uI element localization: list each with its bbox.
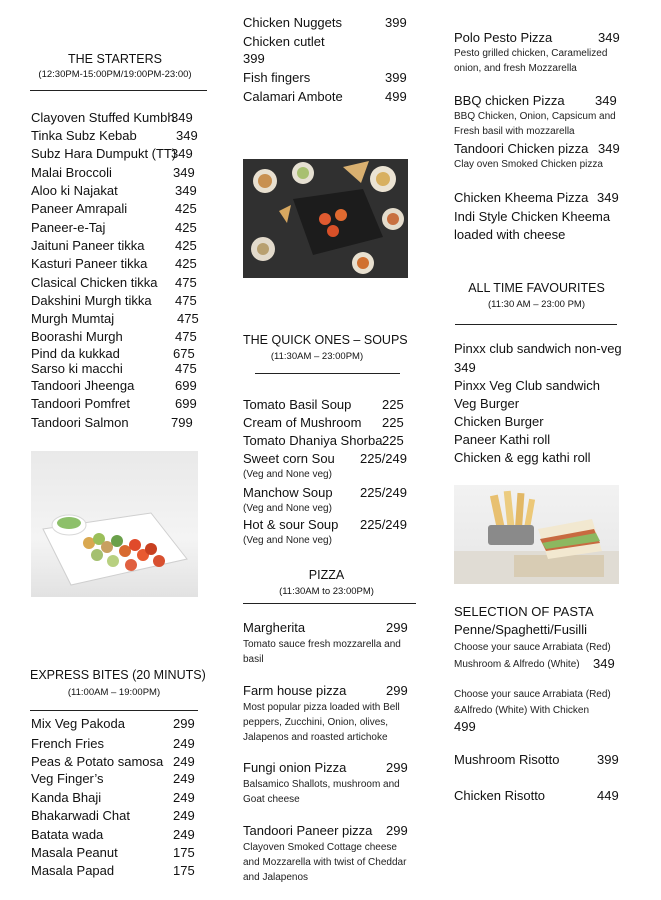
starters-photo: [31, 451, 198, 597]
menu-item-name: Subz Hara Dumpukt (TT): [31, 146, 177, 161]
starters-title: THE STARTERS: [68, 52, 162, 66]
menu-item-price: 225: [382, 433, 404, 448]
pizza-time: (11:30AM to 23:00PM): [279, 586, 374, 597]
menu-item-note: (Veg and None veg): [243, 535, 332, 546]
menu-item-name: Tandoori Chicken pizza: [454, 141, 589, 156]
menu-item-note: (Veg and None veg): [243, 503, 332, 514]
pasta-title: SELECTION OF PASTA: [454, 604, 594, 619]
menu-item-name: Clasical Chicken tikka: [31, 275, 158, 290]
menu-item-description: Pesto grilled chicken, Caramelized onion, and fresh Mozzarella: [454, 48, 608, 74]
menu-item-name: Mix Veg Pakoda: [31, 716, 125, 731]
menu-item-name: Sarso ki macchi: [31, 361, 123, 376]
menu-item-name: Clayoven Stuffed Kumbh: [31, 110, 175, 125]
express-divider: [30, 710, 198, 711]
menu-item-name: Tomato Basil Soup: [243, 397, 352, 412]
menu-item-name: Farm house pizza: [243, 683, 347, 698]
menu-item-price: 299: [386, 683, 408, 698]
menu-item-name: Bhakarwadi Chat: [31, 808, 130, 823]
menu-item-price: 299: [386, 823, 408, 838]
menu-item-name: Sweet corn Sou: [243, 451, 335, 466]
menu-item-description: Most popular pizza loaded with Bell peppers, Zucchini, Onion, olives, Jalapenos and roasted artichoke: [243, 702, 400, 743]
pasta-option1-price: 349: [593, 656, 615, 671]
risotto-name: Chicken Risotto: [454, 788, 546, 803]
menu-item-name: Chicken Burger: [454, 414, 544, 429]
menu-item-price: 349: [597, 190, 619, 205]
menu-item-name: Cream of Mushroom: [243, 415, 362, 430]
pasta-option2-price: 499: [454, 719, 476, 734]
menu-item-name: Dakshini Murgh tikka: [31, 293, 152, 308]
menu-item-name: Aloo ki Najakat: [31, 183, 118, 198]
menu-item-description: BBQ Chicken, Onion, Capsicum and Fresh basil with mozzarella: [454, 111, 616, 137]
menu-item-name: Masala Peanut: [31, 845, 118, 860]
menu-item-price: 475: [177, 311, 199, 326]
menu-item-name: Veg Burger: [454, 396, 520, 411]
menu-item-price: 425: [175, 220, 197, 235]
menu-item-name: Fish fingers: [243, 70, 311, 85]
menu-item-price: 225/249: [360, 517, 407, 532]
menu-item-price: 349: [171, 110, 193, 125]
menu-item-name: Tomato Dhaniya Shorba: [243, 433, 383, 448]
soups-divider: [255, 373, 400, 374]
menu-item-name: French Fries: [31, 736, 104, 751]
menu-item-price: 225: [382, 397, 404, 412]
appetizer-photo: [243, 159, 408, 278]
menu-item-price: 475: [175, 329, 197, 344]
menu-item-price: 475: [175, 275, 197, 290]
menu-item-price: 249: [173, 790, 195, 805]
menu-item-name: Kanda Bhaji: [31, 790, 102, 805]
menu-item-name: Tandoori Paneer pizza: [243, 823, 373, 838]
appetizer-spread-image: [243, 159, 408, 278]
menu-item-price: 425: [175, 201, 197, 216]
menu-item-price: 475: [175, 293, 197, 308]
soups-title: THE QUICK ONES – SOUPS: [243, 333, 408, 347]
menu-item-name: Pinxx club sandwich non-veg: [454, 341, 622, 356]
menu-item-price: 425: [175, 256, 197, 271]
menu-item-name: Veg Finger’s: [31, 771, 104, 786]
menu-item-name: Tandoori Pomfret: [31, 396, 130, 411]
menu-item-description: Indi Style Chicken Kheema loaded with cheese: [454, 209, 611, 242]
menu-item-name: Chicken & egg kathi roll: [454, 450, 591, 465]
menu-item-name: Tinka Subz Kebab: [31, 128, 137, 143]
pizza-divider: [243, 603, 416, 604]
menu-item-name: Chicken Kheema Pizza: [454, 190, 589, 205]
menu-item-name: Malai Broccoli: [31, 165, 112, 180]
club-sandwich-image: [454, 485, 619, 584]
risotto-name: Mushroom Risotto: [454, 752, 560, 767]
menu-item-price: 399: [385, 70, 407, 85]
menu-item-name: Polo Pesto Pizza: [454, 30, 553, 45]
menu-item-name: Chicken cutlet: [243, 34, 325, 49]
menu-item-price: 175: [173, 845, 195, 860]
menu-item-name: Kasturi Paneer tikka: [31, 256, 148, 271]
sandwich-photo: [454, 485, 619, 584]
menu-item-price: 349: [176, 128, 198, 143]
soups-time: (11:30AM – 23:00PM): [270, 351, 364, 362]
favourites-divider: [455, 324, 617, 325]
pasta-option2-line2: &Alfredo (White) With Chicken: [454, 705, 590, 716]
menu-item-name: Paneer Amrapali: [31, 201, 128, 216]
menu-item-name: Tandoori Salmon: [31, 415, 129, 430]
menu-item-price: 349: [171, 146, 193, 161]
menu-item-name: Margherita: [243, 620, 306, 635]
pasta-types: Penne/Spaghetti/Fusilli: [454, 622, 587, 637]
favourites-title: ALL TIME FAVOURITES: [468, 281, 605, 295]
menu-item-price: 349: [173, 165, 195, 180]
menu-item-price: 249: [173, 736, 195, 751]
menu-item-price: 349: [598, 30, 620, 45]
favourites-time: (11:30 AM – 23:00 PM): [488, 299, 585, 310]
menu-item-price: 699: [175, 378, 197, 393]
menu-item-price: 299: [386, 620, 408, 635]
risotto-price: 399: [597, 752, 619, 767]
menu-item-name: Batata wada: [31, 827, 104, 842]
pasta-option1-line1: Choose your sauce Arrabiata (Red): [454, 642, 611, 653]
express-title: EXPRESS BITES (20 MINUTS): [30, 668, 206, 682]
menu-item-price: 249: [173, 808, 195, 823]
menu-item-price: 349: [175, 183, 197, 198]
risotto-price: 449: [597, 788, 619, 803]
menu-item-name: Peas & Potato samosa: [31, 754, 164, 769]
starters-time: (12:30PM-15:00PM/19:00PM-23:00): [38, 69, 192, 80]
menu-item-price: 249: [173, 754, 195, 769]
menu-item-name: Hot & sour Soup: [243, 517, 339, 532]
menu-item-name: Jaituni Paneer tikka: [31, 238, 145, 253]
menu-item-price: 499: [385, 89, 407, 104]
pizza-title: PIZZA: [308, 568, 345, 582]
menu-item-price: 249: [173, 771, 195, 786]
express-time: (11:00AM – 19:00PM): [67, 687, 161, 698]
starters-divider: [30, 90, 207, 91]
menu-item-name: Fungi onion Pizza: [243, 760, 347, 775]
menu-item-name: Tandoori Jheenga: [31, 378, 135, 393]
menu-item-name: Boorashi Murgh: [31, 329, 123, 344]
menu-item-description: Tomato sauce fresh mozzarella and basil: [243, 639, 401, 665]
menu-item-price: 225/249: [360, 451, 407, 466]
menu-item-name: Pinxx Veg Club sandwich: [454, 378, 600, 393]
menu-item-note: (Veg and None veg): [243, 469, 332, 480]
menu-item-name: 349: [454, 360, 476, 375]
menu-item-description: Clayoven Smoked Cottage cheese and Mozzarella with twist of Cheddar and Jalapenos: [243, 842, 407, 883]
menu-item-name: BBQ chicken Pizza: [454, 93, 565, 108]
menu-item-price: 799: [171, 415, 193, 430]
menu-item-name: Manchow Soup: [243, 485, 333, 500]
menu-item-name: Calamari Ambote: [243, 89, 343, 104]
menu-item-price: 175: [173, 863, 195, 878]
menu-item-price: 299: [173, 716, 195, 731]
menu-item-price: 249: [173, 827, 195, 842]
menu-item-price: 675: [173, 346, 195, 361]
menu-item-price: 399: [385, 15, 407, 30]
kebab-platter-image: [31, 451, 198, 597]
menu-item-name: Paneer-e-Taj: [31, 220, 106, 235]
menu-item-price: 225/249: [360, 485, 407, 500]
pasta-option1-line2: Mushroom & Alfredo (White): [454, 659, 580, 670]
menu-item-name: Pind da kukkad: [31, 346, 120, 361]
menu-item-price: 475: [175, 361, 197, 376]
menu-item-price: 349: [598, 141, 620, 156]
menu-item-description: Clay oven Smoked Chicken pizza: [454, 159, 603, 170]
menu-item-name: 399: [243, 51, 265, 66]
menu-item-name: Murgh Mumtaj: [31, 311, 115, 326]
menu-item-price: 699: [175, 396, 197, 411]
pasta-option2-line1: Choose your sauce Arrabiata (Red): [454, 689, 611, 700]
menu-item-price: 225: [382, 415, 404, 430]
menu-item-price: 349: [595, 93, 617, 108]
menu-item-description: Balsamico Shallots, mushroom and Goat cheese: [243, 779, 400, 805]
menu-item-name: Paneer Kathi roll: [454, 432, 551, 447]
menu-item-name: Chicken Nuggets: [243, 15, 342, 30]
menu-item-price: 299: [386, 760, 408, 775]
menu-item-name: Masala Papad: [31, 863, 115, 878]
menu-item-price: 425: [175, 238, 197, 253]
